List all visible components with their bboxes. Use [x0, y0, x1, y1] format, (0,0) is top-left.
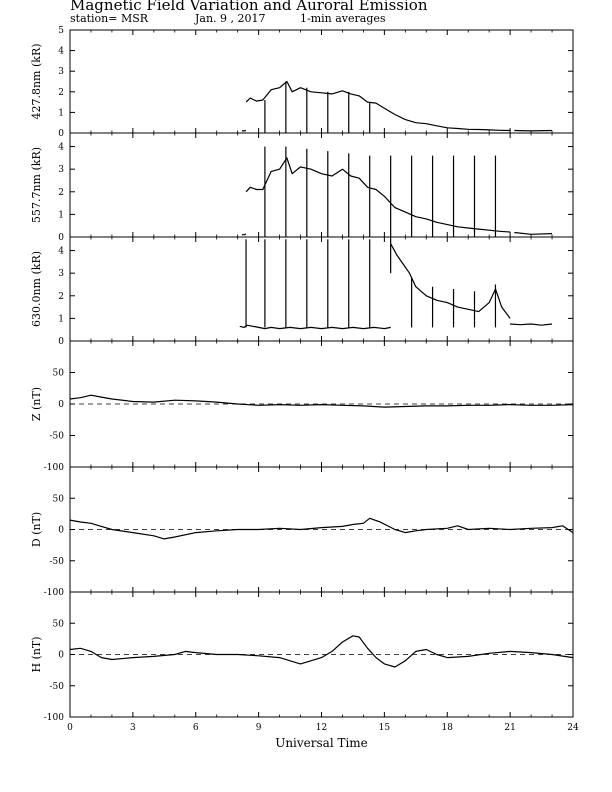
y-tick-label: 1	[58, 210, 64, 221]
y-tick-label: 4	[58, 142, 64, 153]
y-axis-label: Z (nT)	[30, 386, 43, 422]
y-axis-label: 630.0nm (kR)	[30, 250, 43, 328]
panel-557-7nm	[30, 133, 573, 243]
panel-frame	[70, 133, 573, 237]
y-tick-label: 0	[58, 337, 64, 347]
data-line	[70, 636, 573, 667]
x-tick-label: 3	[130, 723, 136, 733]
x-tick-label: 24	[567, 723, 579, 733]
chart-title: Magnetic Field Variation and Auroral Emission	[70, 0, 428, 14]
y-tick-label: 0	[58, 525, 64, 536]
y-tick-label: 0	[58, 129, 64, 139]
y-tick-label: -100	[43, 588, 64, 598]
panel-h	[30, 592, 573, 723]
data-line	[391, 244, 510, 319]
data-line	[242, 234, 246, 235]
y-axis-label: H (nT)	[30, 636, 43, 673]
y-tick-label: 5	[58, 26, 64, 36]
y-tick-label: 0	[58, 400, 64, 410]
panel-630-0nm	[30, 237, 573, 347]
y-tick-label: -50	[49, 556, 64, 567]
y-tick-label: 0	[58, 233, 64, 243]
data-line	[70, 395, 573, 407]
y-tick-label: 3	[58, 269, 64, 280]
y-tick-label: 4	[58, 46, 64, 57]
y-tick-label: -50	[49, 431, 64, 442]
y-tick-label: 4	[58, 246, 64, 257]
y-tick-label: 2	[58, 291, 64, 302]
averaging-label: 1-min averages	[300, 12, 386, 25]
y-tick-label: 3	[58, 67, 64, 78]
x-tick-label: 0	[67, 723, 73, 733]
panel-z	[30, 341, 573, 473]
y-tick-label: -50	[49, 681, 64, 692]
x-tick-label: 6	[192, 723, 199, 733]
y-tick-label: 50	[52, 368, 64, 379]
y-tick-label: -100	[43, 463, 64, 473]
x-tick-label: 21	[504, 723, 516, 733]
data-line	[70, 518, 573, 539]
x-tick-label: 15	[378, 723, 391, 733]
x-tick-label: 18	[441, 723, 453, 733]
x-tick-label: 9	[255, 723, 262, 733]
y-tick-label: 1	[58, 108, 64, 119]
y-axis-label: 557.7nm (kR)	[30, 146, 43, 224]
y-tick-label: 50	[52, 494, 64, 505]
x-axis-label: Universal Time	[275, 736, 368, 750]
y-tick-label: 0	[58, 650, 64, 661]
date-label: Jan. 9 , 2017	[195, 12, 266, 25]
data-line	[510, 324, 552, 325]
panel-frame	[70, 30, 573, 133]
data-line	[514, 233, 552, 235]
y-tick-label: -100	[43, 713, 64, 723]
panel-d	[30, 467, 573, 598]
y-axis-label: D (nT)	[30, 511, 43, 548]
station-label: station= MSR	[70, 12, 149, 25]
y-tick-label: 3	[58, 165, 64, 176]
y-tick-label: 1	[58, 314, 64, 325]
y-axis-label: 427.8nm (kR)	[30, 43, 43, 120]
y-tick-label: 50	[52, 619, 64, 630]
panel-frame	[70, 237, 573, 341]
y-tick-label: 2	[58, 87, 64, 98]
data-line	[242, 130, 246, 131]
panel-427-8nm	[30, 26, 573, 139]
x-tick-label: 12	[315, 723, 328, 733]
y-tick-label: 2	[58, 187, 64, 198]
